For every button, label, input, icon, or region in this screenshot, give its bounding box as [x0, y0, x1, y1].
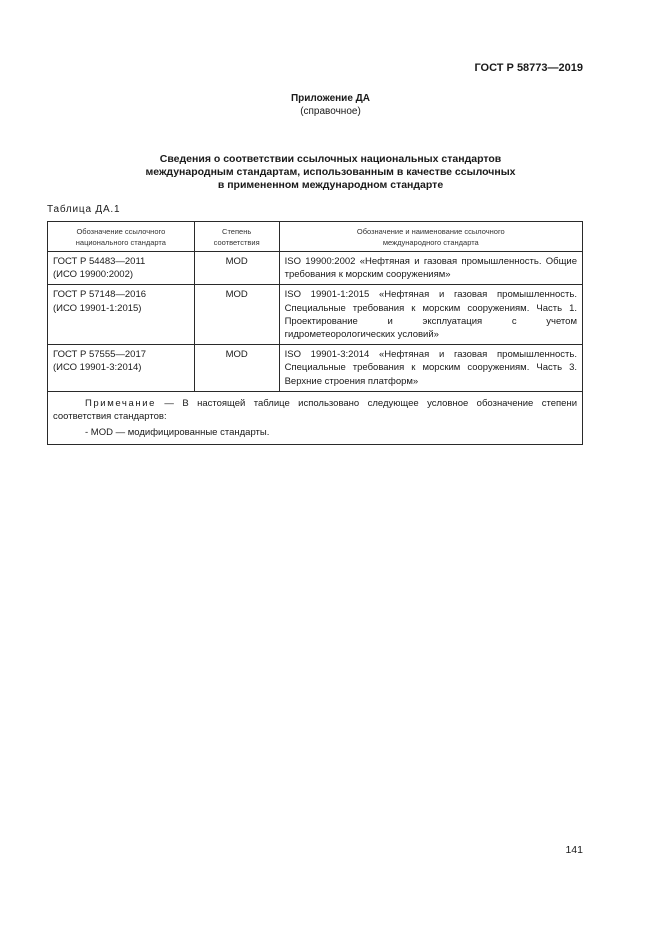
table-label: Таблица ДА.1: [47, 204, 121, 215]
international-standard-cell: ISO 19900:2002 «Нефтяная и газовая промышленность. Общие требования к морским сооружениям»: [279, 252, 582, 285]
national-standard-code: ГОСТ Р 54483—2011: [53, 256, 146, 267]
table-row: [48, 252, 583, 285]
appendix-title: Приложение ДА: [290, 93, 371, 104]
heading-line-2: международным стандартам, использованным в качестве ссылочных: [145, 166, 516, 178]
note-prefix: Примечание: [85, 397, 156, 409]
table-note-row: [48, 391, 583, 445]
international-standard-cell: ISO 19901-1:2015 «Нефтяная и газовая промышленность. Специальные требования к морским сооружениям. Часть 1. Проектирование и эксплуатация с учетом гидрометеорологических условий»: [279, 285, 582, 345]
degree-cell: MOD: [194, 252, 279, 285]
national-standard-iso-ref: (ИСО 19900:2002): [53, 269, 134, 281]
degree-cell: MOD: [194, 345, 279, 392]
national-standard-cell: [48, 252, 195, 285]
table-header-row: [48, 222, 583, 252]
page-number: 141: [565, 844, 583, 856]
national-standard-iso-ref: (ИСО 19901-1:2015): [53, 302, 142, 314]
header-national-line-1: Обозначение ссылочного: [76, 227, 166, 236]
table-row: [48, 345, 583, 392]
table-row: [48, 285, 583, 345]
degree-cell: MOD: [194, 285, 279, 345]
header-international-line-2: международного стандарта: [382, 238, 479, 247]
header-degree-line-2: соответствия: [213, 238, 260, 247]
note-text: — В настоящей таблице использовано следующее условное обозначение степени соответствия стандартов:: [53, 397, 577, 423]
header-degree-line-1: Степень: [222, 227, 252, 236]
header-international: [279, 222, 582, 252]
note-item: - MOD — модифицированные стандарты.: [85, 427, 270, 439]
appendix-subtitle: (справочное): [300, 106, 361, 117]
national-standard-cell: [48, 345, 195, 392]
standards-table: [47, 221, 583, 445]
national-standard-code: ГОСТ Р 57148—2016: [53, 289, 147, 301]
international-standard-cell: ISO 19901-3:2014 «Нефтяная и газовая промышленность. Специальные требования к морским сооружениям. Часть 3. Верхние строения платформ»: [279, 345, 582, 392]
section-heading: [0, 153, 661, 192]
header-degree: [194, 222, 279, 252]
header-national: [48, 222, 195, 252]
national-standard-cell: [48, 285, 195, 345]
national-standard-iso-ref: (ИСО 19901-3:2014): [53, 362, 142, 374]
table-note: [48, 391, 583, 445]
national-standard-code: ГОСТ Р 57555—2017: [53, 349, 147, 361]
heading-line-1: Сведения о соответствии ссылочных национальных стандартов: [159, 153, 502, 165]
note-text-block: [53, 397, 577, 423]
document-code: ГОСТ Р 58773—2019: [474, 62, 583, 74]
appendix-title-block: [0, 92, 661, 118]
header-national-line-2: национального стандарта: [75, 238, 166, 247]
header-international-line-1: Обозначение и наименование ссылочного: [356, 227, 505, 236]
heading-line-3: в примененном международном стандарте: [217, 179, 444, 191]
